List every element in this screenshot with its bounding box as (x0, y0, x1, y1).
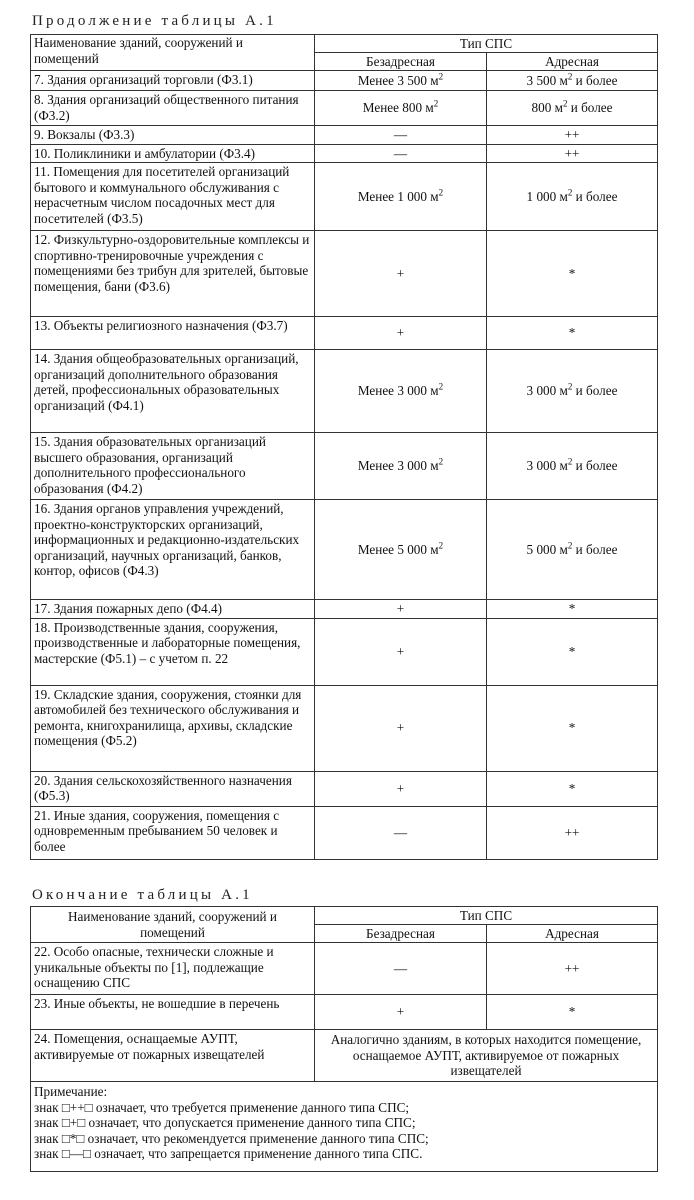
table-row (31, 317, 658, 350)
header-col-a: Безадресная (315, 53, 487, 71)
table-row (31, 1030, 658, 1082)
table-row (31, 231, 658, 317)
row-col-b: 1 000 $м^2$ и более (487, 163, 658, 231)
notes (31, 1082, 658, 1172)
note-line: знак □*□ означает, что рекомендуется применение данного типа СПС; (34, 1130, 429, 1146)
row-col-a: + (315, 317, 487, 350)
table2-caption: Окончание таблицы А.1 (32, 887, 253, 903)
table-row (31, 500, 658, 600)
row-col-b: * (487, 600, 658, 619)
table-row (31, 771, 658, 806)
row-name: 22. Особо опасные, технически сложные и уникальные объекты по [1], подлежащие оснащению СПС (31, 943, 315, 995)
table-row (31, 91, 658, 126)
row-col-a: + (315, 618, 487, 685)
row-col-b: * (487, 685, 658, 771)
row-name: 18. Производственные здания, сооружения, производственные и лабораторные помещения, мастерские (Ф5.1) – с учетом п. 22 (31, 618, 315, 685)
row-name: 19. Складские здания, сооружения, стоянки для автомобилей без технического обслуживания и ремонта, книгохранилища, архивы, складские помещения (Ф5.2) (31, 685, 315, 771)
table2 (30, 906, 658, 1172)
row-col-b: * (487, 618, 658, 685)
row-col-a: — (315, 806, 487, 859)
row-col-a: + (315, 231, 487, 317)
notes-row (31, 1082, 658, 1172)
row-col-a: + (315, 685, 487, 771)
header-name-col: Наименование зданий, сооружений и помещений (31, 35, 315, 71)
table-row (31, 618, 658, 685)
row-name: 17. Здания пожарных депо (Ф4.4) (31, 600, 315, 619)
row-name: 8. Здания организаций общественного питания (Ф3.2) (31, 91, 315, 126)
row-col-b: ++ (487, 144, 658, 163)
row-col-a: + (315, 771, 487, 806)
row-name: 7. Здания организаций торговли (Ф3.1) (31, 71, 315, 91)
row-col-b: 3 000 $м^2$ и более (487, 433, 658, 500)
row-col-b: 3 500 $м^2$ и более (487, 71, 658, 91)
row-col-b: * (487, 995, 658, 1030)
row-col-b: ++ (487, 126, 658, 145)
note-line: знак □++□ означает, что требуется применение данного типа СПС; (34, 1099, 410, 1115)
row-name: 15. Здания образовательных организаций высшего образования, организаций дополнительного профессионального образования (Ф4.2) (31, 433, 315, 500)
notes-title: Примечание: (34, 1084, 108, 1099)
table1-caption: Продолжение таблицы А.1 (32, 13, 277, 29)
header-col-a: Безадресная (315, 925, 487, 943)
row-name: 13. Объекты религиозного назначения (Ф3.7) (31, 317, 315, 350)
row-col-b: 800 $м^2$ и более (487, 91, 658, 126)
row-name: 23. Иные объекты, не вошедшие в перечень (31, 995, 315, 1030)
table-row (31, 685, 658, 771)
table-row (31, 600, 658, 619)
note-line: знак □+□ означает, что допускается применение данного типа СПС; (34, 1115, 416, 1130)
table-row (31, 163, 658, 231)
header-sps-type: Тип СПС (315, 907, 658, 925)
table-row (31, 350, 658, 433)
row-name: 9. Вокзалы (Ф3.3) (31, 126, 315, 145)
row-name: 21. Иные здания, сооружения, помещения с одновременным пребыванием 50 человек и более (31, 806, 315, 859)
header-name-col: Наименование зданий, сооружений и помещений (31, 907, 315, 943)
row-col-a: + (315, 600, 487, 619)
row-col-b: 5 000 $м^2$ и более (487, 500, 658, 600)
row-col-a: — (315, 943, 487, 995)
row-col-b: ++ (487, 943, 658, 995)
row-col-a: + (315, 995, 487, 1030)
header-col-b: Адресная (487, 53, 658, 71)
table-row (31, 126, 658, 145)
table-row (31, 433, 658, 500)
table-row (31, 943, 658, 995)
row-name: 11. Помещения для посетителей организаций бытового и коммунального обслуживания с нерасчетным числом посадочных мест для посетителей (Ф3.5) (31, 163, 315, 231)
row-col-a: Менее 5 000 $м^2$ (315, 500, 487, 600)
row-name: 12. Физкультурно-оздоровительные комплексы и спортивно-тренировочные учреждения с помещениями без трибун для зрителей, бытовые помещения, бани (Ф3.6) (31, 231, 315, 317)
row-col-a: Менее 1 000 $м^2$ (315, 163, 487, 231)
row-col-a: Менее 800 $м^2$ (315, 91, 487, 126)
table-row (31, 995, 658, 1030)
row-col-b: * (487, 231, 658, 317)
row-col-a: Менее 3 500 $м^2$ (315, 71, 487, 91)
row-merged-value: Аналогично зданиям, в которых находится помещение, оснащаемое АУПТ, активируемое от пожарных извещателей (315, 1030, 658, 1082)
row-name: 20. Здания сельскохозяйственного назначения (Ф5.3) (31, 771, 315, 806)
row-col-a: — (315, 126, 487, 145)
row-name: 10. Поликлиники и амбулатории (Ф3.4) (31, 144, 315, 163)
note-line: знак □—□ означает, что запрещается применение данного типа СПС. (34, 1146, 423, 1161)
row-col-b: * (487, 317, 658, 350)
row-name: 24. Помещения, оснащаемые АУПТ, активируемые от пожарных извещателей (31, 1030, 315, 1082)
row-col-a: Менее 3 000 $м^2$ (315, 433, 487, 500)
row-col-a: Менее 3 000 $м^2$ (315, 350, 487, 433)
row-col-b: ++ (487, 806, 658, 859)
row-name: 14. Здания общеобразовательных организаций, организаций дополнительного образования детей, профессиональных образовательных организаций (Ф4.1) (31, 350, 315, 433)
table-row (31, 806, 658, 859)
table-row (31, 71, 658, 91)
header-col-b: Адресная (487, 925, 658, 943)
row-name: 16. Здания органов управления учреждений, проектно-конструкторских организаций, информационных и редакционно-издательских организаций, научных организаций, банков, контор, офисов (Ф4.3) (31, 500, 315, 600)
table-row (31, 144, 658, 163)
table1 (30, 34, 658, 860)
row-col-b: 3 000 $м^2$ и более (487, 350, 658, 433)
row-col-a: — (315, 144, 487, 163)
row-col-b: * (487, 771, 658, 806)
header-sps-type: Тип СПС (315, 35, 658, 53)
